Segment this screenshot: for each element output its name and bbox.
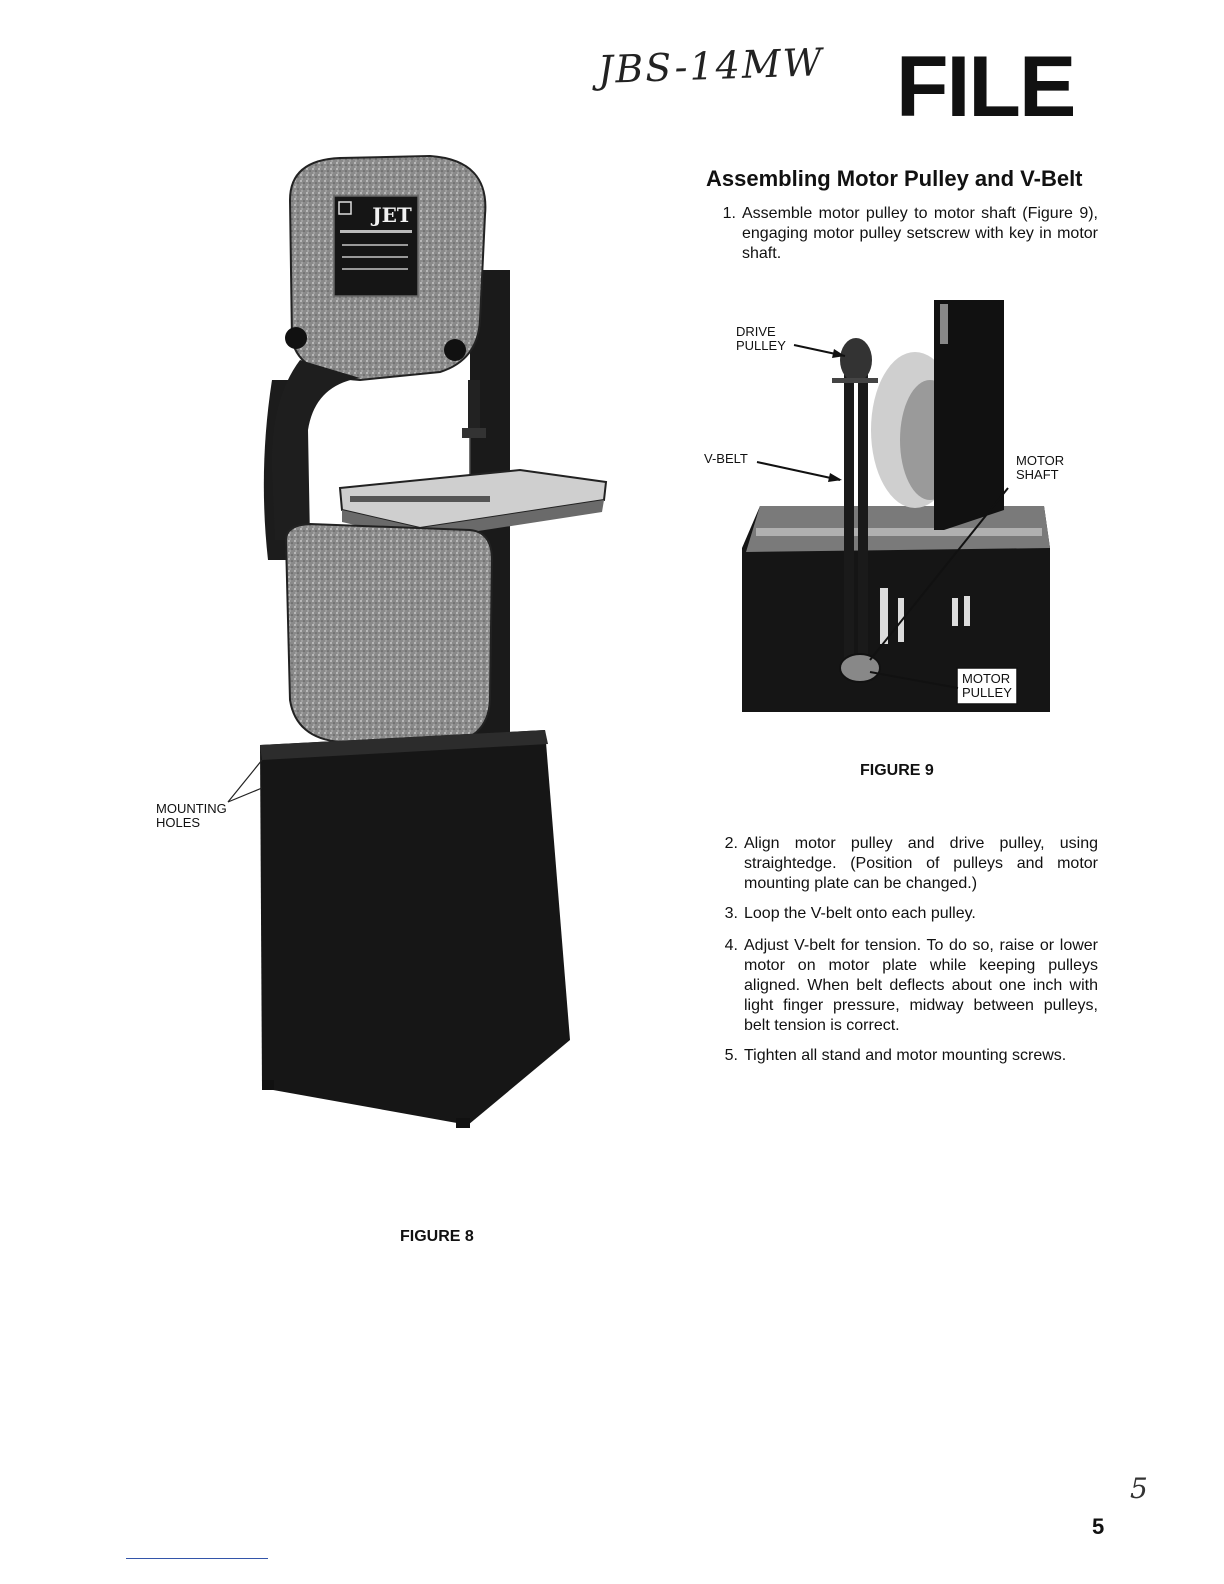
step-5-text: Tighten all stand and motor mounting screws. [744,1047,1067,1064]
file-stamp: FILE [896,39,1075,135]
mounting-holes-label-line1: MOUNTING [156,801,227,816]
step-1-number: 1. [722,205,736,222]
step-1-text: Assemble motor pulley to motor shaft (Figure 9), engaging motor pulley setscrew with key in motor shaft. [742,205,1098,262]
handwritten-model-number: JBS-14MW [597,40,825,92]
footer-line [126,1558,268,1559]
v-belt-label: V-BELT [704,451,748,466]
step-2 [724,834,1098,894]
step-4-number: 4. [724,937,738,954]
pencil-page-mark: 5 [1130,1472,1148,1505]
step-4-text: Adjust V-belt for tension. To do so, raise or lower motor on motor plate while keeping pulleys aligned. When belt deflects about one inch with light finger pressure, midway between pulleys, belt tension is correct. [744,937,1098,1034]
page-number: 5 [1092,1514,1105,1539]
motor-shaft-label-line2: SHAFT [1016,467,1059,482]
step-4 [724,936,1098,1036]
step-5 [724,1046,1098,1066]
motor-shaft-label-line1: MOTOR [1016,453,1065,468]
section-title: Assembling Motor Pulley and V-Belt [706,166,1083,191]
motor-pulley-label-line2: PULLEY [962,685,1012,700]
jet-brand-text: JET [372,203,412,227]
step-2-number: 2. [724,835,738,852]
motor-pulley-label-line1: MOTOR [962,671,1011,686]
drive-pulley-label-line2: PULLEY [736,338,786,353]
step-3 [724,904,1098,924]
drive-pulley-label-line1: DRIVE [736,324,776,339]
step-2-text: Align motor pulley and drive pulley, using straightedge. (Position of pulleys and motor mounting plate can be changed.) [744,835,1098,892]
figure-8-caption: FIGURE 8 [400,1228,474,1245]
step-3-text: Loop the V-belt onto each pulley. [744,905,976,922]
mounting-holes-label-line2: HOLES [156,815,201,830]
step-3-number: 3. [724,905,738,922]
step-5-number: 5. [724,1047,738,1064]
figure-9-caption: FIGURE 9 [860,762,934,779]
